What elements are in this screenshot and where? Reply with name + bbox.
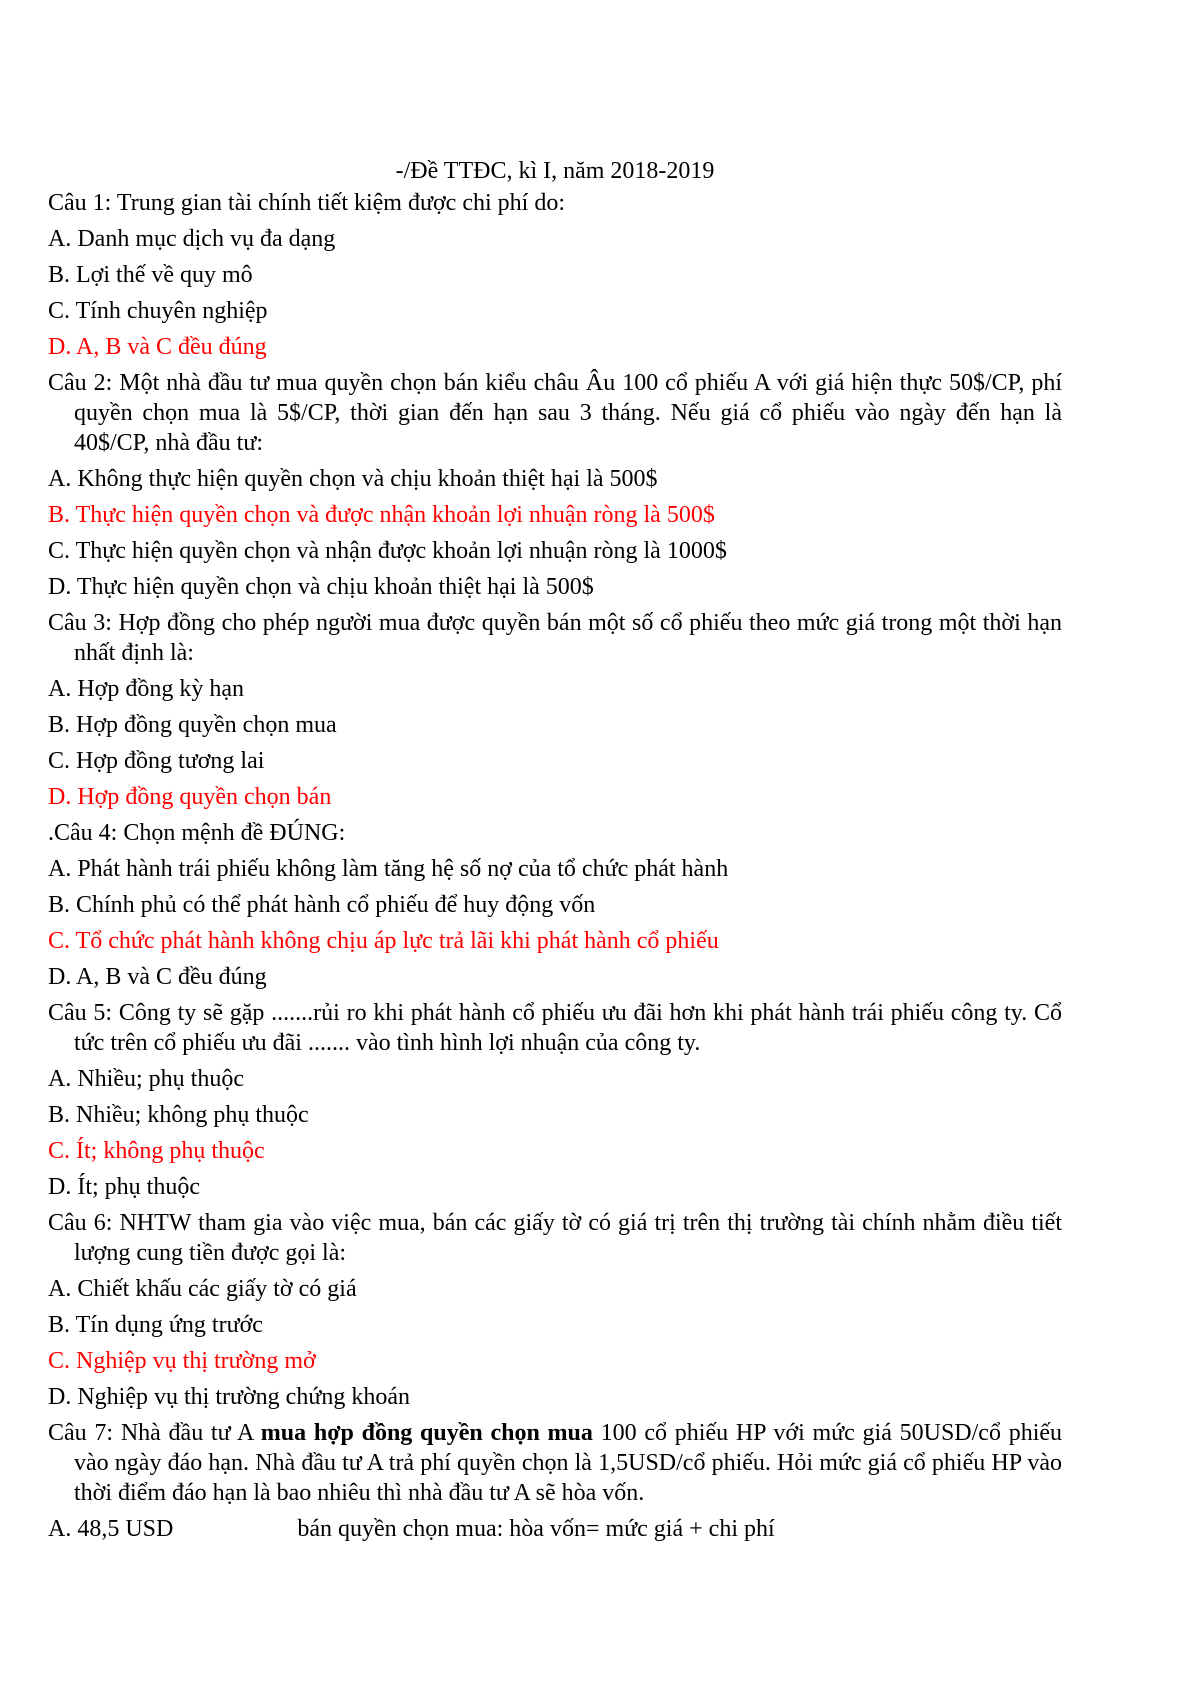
q5-option-d: D. Ít; phụ thuộc xyxy=(48,1174,200,1200)
question-2: Câu 2: Một nhà đầu tư mua quyền chọn bán kiểu châu Âu 100 cổ phiếu A với giá hiện thực 50$/CP, phí quyền chọn mua là 5$/CP, thời gian đến hạn sau 3 tháng. Nếu giá cổ phiếu vào ngày đến hạn là 40$/CP, nhà đầu tư: xyxy=(48,370,1062,456)
q1-option-a: A. Danh mục dịch vụ đa dạng xyxy=(48,226,336,252)
q1-option-c: C. Tính chuyên nghiệp xyxy=(48,298,268,324)
q5-option-c-correct: C. Ít; không phụ thuộc xyxy=(48,1138,265,1164)
q4-option-d: D. A, B và C đều đúng xyxy=(48,964,267,990)
question-6: Câu 6: NHTW tham gia vào việc mua, bán các giấy tờ có giá trị trên thị trường tài chính nhằm điều tiết lượng cung tiền được gọi là: xyxy=(48,1210,1062,1266)
question-3: Câu 3: Hợp đồng cho phép người mua được quyền bán một số cổ phiếu theo mức giá trong một thời hạn nhất định là: xyxy=(48,610,1062,666)
q7-text-bold: mua hợp đồng quyền chọn mua xyxy=(260,1420,593,1446)
q1-option-d-correct: D. A, B và C đều đúng xyxy=(48,334,267,360)
q7-note: bán quyền chọn mua: hòa vốn= mức giá + chi phí xyxy=(297,1516,775,1542)
q6-option-d: D. Nghiệp vụ thị trường chứng khoán xyxy=(48,1384,410,1410)
q7-text-after: 100 cổ phiếu HP với mức giá 50USD/cổ phiếu vào ngày đáo hạn. Nhà đầu tư A trả phí quyền chọn là 1,5USD/cổ phiếu. Hỏi mức giá cổ phiếu HP vào thời điểm đáo hạn là bao nhiêu thì nhà đầu tư A sẽ hòa vốn. xyxy=(74,1420,1063,1506)
q7-option-a-row xyxy=(48,1514,1062,1544)
q7-option-a: A. 48,5 USD xyxy=(48,1516,174,1542)
q3-option-d-correct: D. Hợp đồng quyền chọn bán xyxy=(48,784,332,810)
q3-option-c: C. Hợp đồng tương lai xyxy=(48,748,265,774)
q4-option-c-correct: C. Tổ chức phát hành không chịu áp lực trả lãi khi phát hành cổ phiếu xyxy=(48,928,719,954)
q4-option-a: A. Phát hành trái phiếu không làm tăng hệ số nợ của tổ chức phát hành xyxy=(48,856,729,882)
page-title: -/Đề TTĐC, kì I, năm 2018-2019 xyxy=(395,158,715,184)
question-list xyxy=(48,188,1062,1550)
q2-option-d: D. Thực hiện quyền chọn và chịu khoản thiệt hại là 500$ xyxy=(48,574,594,600)
q2-option-a: A. Không thực hiện quyền chọn và chịu khoản thiệt hại là 500$ xyxy=(48,466,658,492)
q3-option-b: B. Hợp đồng quyền chọn mua xyxy=(48,712,337,738)
q4-option-b: B. Chính phủ có thể phát hành cổ phiếu để huy động vốn xyxy=(48,892,596,918)
question-4: .Câu 4: Chọn mệnh đề ĐÚNG: xyxy=(48,820,346,846)
q2-option-b-correct: B. Thực hiện quyền chọn và được nhận khoản lợi nhuận ròng là 500$ xyxy=(48,502,715,528)
q5-option-b: B. Nhiều; không phụ thuộc xyxy=(48,1102,309,1128)
q5-option-a: A. Nhiều; phụ thuộc xyxy=(48,1066,244,1092)
question-1: Câu 1: Trung gian tài chính tiết kiệm được chi phí do: xyxy=(48,190,565,216)
question-5: Câu 5: Công ty sẽ gặp .......rủi ro khi phát hành cổ phiếu ưu đãi hơn khi phát hành trái phiếu công ty. Cổ tức trên cổ phiếu ưu đãi ....... vào tình hình lợi nhuận của công ty. xyxy=(48,1000,1062,1056)
question-7 xyxy=(48,1418,1062,1508)
q1-option-b: B. Lợi thế về quy mô xyxy=(48,262,253,288)
q6-option-a: A. Chiết khấu các giấy tờ có giá xyxy=(48,1276,357,1302)
q7-text-before: Câu 7: Nhà đầu tư A xyxy=(48,1420,261,1446)
q6-option-c-correct: C. Nghiệp vụ thị trường mở xyxy=(48,1348,316,1374)
q3-option-a: A. Hợp đồng kỳ hạn xyxy=(48,676,245,702)
q6-option-b: B. Tín dụng ứng trước xyxy=(48,1312,263,1338)
q2-option-c: C. Thực hiện quyền chọn và nhận được khoản lợi nhuận ròng là 1000$ xyxy=(48,538,727,564)
